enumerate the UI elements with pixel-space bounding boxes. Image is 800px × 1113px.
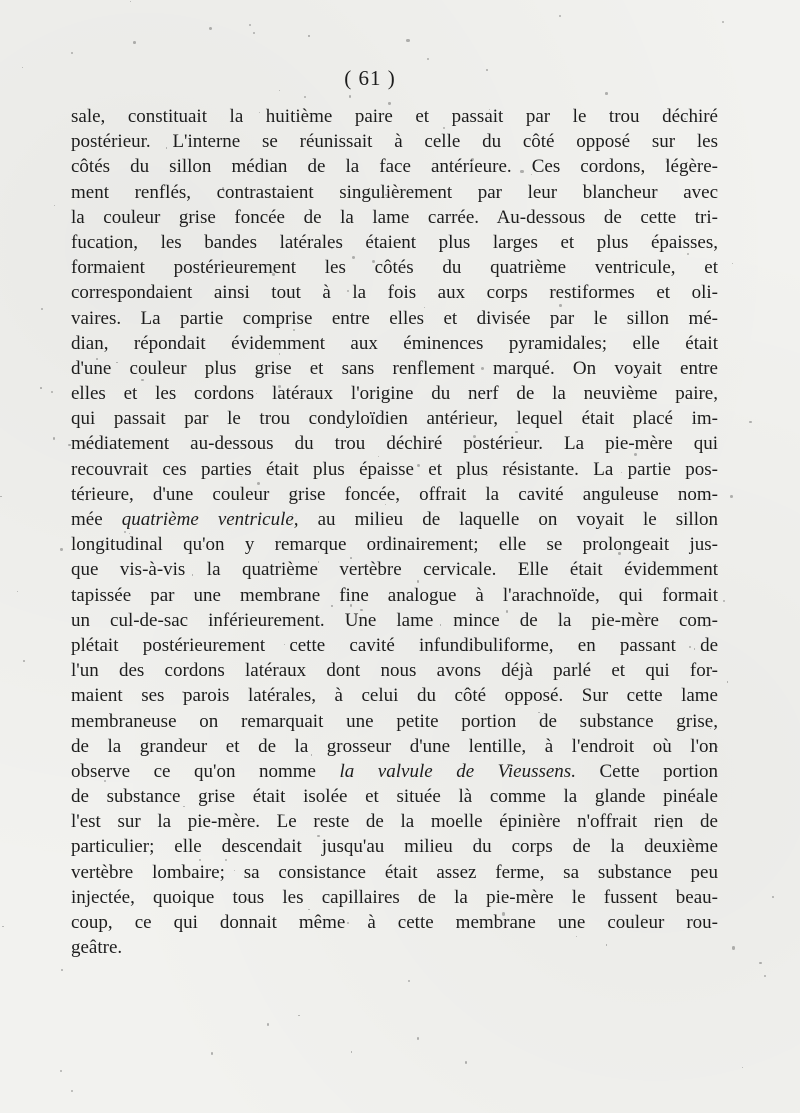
text-line bbox=[71, 230, 718, 255]
paper-speck bbox=[759, 962, 761, 964]
text-line bbox=[71, 608, 718, 633]
paper-speck bbox=[40, 387, 42, 389]
text-segment: coup, ce qui donnait même à cette membrane une couleur rou- bbox=[71, 912, 718, 933]
paper-speck bbox=[772, 896, 774, 898]
paper-speck bbox=[505, 295, 508, 298]
paper-speck bbox=[722, 21, 724, 23]
paper-speck bbox=[515, 431, 517, 433]
body-text bbox=[71, 104, 718, 960]
paper-speck bbox=[71, 52, 73, 54]
text-segment: d'une couleur plus grise et sans renflement marqué. On voyait entre bbox=[71, 357, 718, 379]
paper-speck bbox=[2, 926, 3, 927]
text-line bbox=[71, 331, 718, 356]
paper-speck bbox=[247, 899, 249, 901]
paper-speck bbox=[559, 767, 560, 768]
paper-speck bbox=[465, 1061, 468, 1064]
text-line bbox=[71, 885, 718, 910]
paper-speck bbox=[350, 604, 352, 606]
paper-speck bbox=[257, 482, 260, 485]
paper-speck bbox=[272, 273, 275, 276]
text-line bbox=[71, 532, 718, 557]
text-segment: tapissée par une membrane fine analogue à l'arachnoïde, qui formait bbox=[71, 584, 718, 606]
text-segment: postérieur. L'interne se réunissait à celle du côté opposé sur les bbox=[71, 131, 718, 153]
paper-speck bbox=[502, 912, 505, 915]
paper-speck bbox=[209, 27, 212, 30]
paper-speck bbox=[427, 58, 429, 60]
paper-speck bbox=[520, 170, 523, 173]
text-line bbox=[71, 935, 718, 960]
paper-speck bbox=[742, 1067, 743, 1068]
paper-speck bbox=[393, 773, 395, 775]
paper-speck bbox=[249, 24, 251, 26]
paper-speck bbox=[318, 561, 320, 563]
text-segment: de substance grise était isolée et située là comme la glande pinéale bbox=[71, 786, 718, 808]
text-segment: de la grandeur et de la grosseur d'une lentille, à l'endroit où l'on bbox=[71, 735, 718, 757]
paper-speck bbox=[133, 220, 135, 222]
text-line bbox=[71, 154, 718, 179]
paper-speck bbox=[587, 145, 589, 147]
paper-speck bbox=[253, 32, 256, 35]
paper-speck bbox=[349, 95, 352, 98]
text-segment: recouvrait ces parties était plus épaisse et plus résistante. La partie pos- bbox=[71, 458, 718, 480]
text-line bbox=[71, 280, 718, 305]
paper-speck bbox=[298, 1015, 299, 1016]
paper-speck bbox=[182, 691, 184, 693]
paper-speck bbox=[68, 444, 70, 446]
paper-speck bbox=[53, 437, 56, 440]
text-line bbox=[71, 759, 718, 784]
text-segment: correspondaient ainsi tout à la fois aux corps restiformes et oli- bbox=[71, 282, 718, 304]
paper-speck bbox=[23, 660, 25, 662]
text-line bbox=[71, 180, 718, 205]
paper-speck bbox=[54, 205, 55, 206]
text-line bbox=[71, 734, 718, 759]
text-segment: côtés du sillon médian de la face antérieure. Ces cordons, légère- bbox=[71, 156, 718, 178]
paper-speck bbox=[417, 1037, 419, 1039]
paper-speck bbox=[298, 594, 300, 596]
text-line bbox=[71, 910, 718, 935]
paper-speck bbox=[764, 975, 766, 977]
text-line bbox=[71, 860, 718, 885]
text-segment: vaires. La partie comprise entre elles et divisée par le sillon mé- bbox=[71, 307, 718, 329]
text-segment: sale, constituait la huitième paire et passait par le trou déchiré bbox=[71, 106, 718, 127]
text-segment: un cul-de-sac inférieurement. Une lame mince de la pie-mère com- bbox=[71, 609, 718, 631]
text-line bbox=[71, 306, 718, 331]
paper-speck bbox=[60, 548, 62, 550]
paper-speck bbox=[605, 92, 608, 95]
italic-term: quatrième ventricule, bbox=[121, 509, 299, 530]
paper-speck bbox=[0, 496, 2, 498]
text-segment: l'un des cordons latéraux dont nous avons déjà parlé et qui for- bbox=[71, 660, 718, 682]
text-segment: longitudinal qu'on y remarque ordinairement; elle se prolongeait jus- bbox=[71, 534, 718, 556]
text-line bbox=[71, 255, 718, 280]
text-segment: au milieu de laquelle on voyait le sillon bbox=[298, 509, 718, 530]
text-segment: qui passait par le trou condyloïdien antérieur, lequel était placé im- bbox=[71, 408, 718, 430]
paper-speck bbox=[684, 118, 686, 120]
paper-speck bbox=[486, 475, 488, 477]
paper-speck bbox=[267, 1023, 270, 1026]
paper-speck bbox=[96, 358, 98, 360]
paper-speck bbox=[417, 580, 420, 583]
paper-speck bbox=[732, 263, 733, 264]
paper-speck bbox=[279, 90, 280, 91]
paper-speck bbox=[51, 391, 53, 393]
text-segment: elles et les cordons latéraux l'origine du nerf de la neuvième paire, bbox=[71, 383, 718, 405]
paper-speck bbox=[408, 980, 410, 982]
text-line bbox=[71, 129, 718, 154]
paper-speck bbox=[727, 681, 728, 682]
text-segment: injectée, quoique tous les capillaires de la pie-mère le fussent beau- bbox=[71, 886, 718, 908]
paper-speck bbox=[723, 600, 726, 603]
paper-speck bbox=[61, 969, 63, 971]
paper-speck bbox=[351, 1051, 352, 1052]
paper-speck bbox=[486, 69, 488, 71]
text-line bbox=[71, 482, 718, 507]
text-segment: la couleur grise foncée de la lame carrée. Au-dessous de cette tri- bbox=[71, 206, 718, 228]
text-segment: l'est sur la pie-mère. Le reste de la moelle épinière n'offrait rien de bbox=[71, 811, 718, 833]
paper-speck bbox=[331, 605, 332, 606]
paper-speck bbox=[124, 531, 126, 533]
paper-speck bbox=[17, 591, 18, 592]
paper-speck bbox=[304, 96, 306, 98]
text-segment: Cette portion bbox=[575, 760, 719, 782]
italic-term: la valvule de Vieussens. bbox=[339, 760, 576, 782]
text-line bbox=[71, 834, 718, 859]
text-line bbox=[71, 104, 718, 129]
paper-speck bbox=[211, 1052, 214, 1055]
page-number: ( 61 ) bbox=[344, 66, 396, 90]
paper-speck bbox=[350, 557, 352, 559]
paper-speck bbox=[666, 160, 669, 163]
paper-speck bbox=[732, 946, 735, 949]
text-segment: vertèbre lombaire; sa consistance était assez ferme, sa substance peu bbox=[71, 861, 718, 883]
text-line bbox=[71, 406, 718, 431]
text-line bbox=[71, 583, 718, 608]
paper-speck bbox=[308, 35, 309, 36]
paper-speck bbox=[308, 909, 309, 910]
text-segment: plétait postérieurement cette cavité infundibuliforme, en passant de bbox=[71, 634, 718, 656]
paper-speck bbox=[278, 385, 281, 388]
text-line bbox=[71, 784, 718, 809]
text-line bbox=[71, 809, 718, 834]
paper-speck bbox=[317, 835, 319, 837]
text-segment: geâtre. bbox=[71, 937, 123, 959]
text-segment: dian, répondait évidemment aux éminences pyramidales; elle était bbox=[71, 332, 718, 354]
text-line bbox=[71, 658, 718, 683]
text-segment: que vis-à-vis la quatrième vertèbre cervicale. Elle était évidemment bbox=[71, 559, 718, 581]
text-segment: observe ce qu'on nomme bbox=[71, 760, 340, 782]
text-segment: mée bbox=[71, 509, 122, 530]
text-segment: particulier; elle descendait jusqu'au milieu du corps de la deuxième bbox=[71, 836, 718, 858]
paper-speck bbox=[372, 260, 375, 263]
text-line bbox=[71, 683, 718, 708]
paper-speck bbox=[749, 421, 752, 424]
paper-speck bbox=[41, 308, 43, 310]
text-line bbox=[71, 381, 718, 406]
paper-speck bbox=[621, 472, 622, 473]
paper-speck bbox=[716, 746, 718, 748]
paper-speck bbox=[107, 246, 109, 248]
text-line bbox=[71, 205, 718, 230]
text-segment: médiatement au-dessous du trou déchiré postérieur. La pie-mère qui bbox=[71, 433, 718, 455]
text-segment: térieure, d'une couleur grise foncée, offrait la cavité anguleuse nom- bbox=[71, 483, 718, 505]
paper-speck bbox=[406, 39, 409, 42]
text-line bbox=[71, 633, 718, 658]
text-line bbox=[71, 356, 718, 381]
text-line bbox=[71, 557, 718, 582]
text-segment: ment renflés, contrastaient singulièrement par leur blancheur avec bbox=[71, 181, 718, 203]
paper-speck bbox=[71, 1090, 73, 1092]
paper-speck bbox=[559, 304, 562, 307]
text-line bbox=[71, 507, 718, 532]
paper-speck bbox=[471, 158, 474, 161]
paper-speck bbox=[292, 514, 293, 515]
paper-speck bbox=[130, 1, 131, 2]
paper-speck bbox=[60, 1070, 62, 1072]
text-segment: membraneuse on remarquait une petite portion de substance grise, bbox=[71, 710, 718, 732]
paper-speck bbox=[388, 102, 390, 104]
paper-speck bbox=[99, 873, 101, 875]
paper-speck bbox=[279, 353, 281, 355]
text-segment: fucation, les bandes latérales étaient plus larges et plus épaisses, bbox=[71, 231, 718, 253]
text-segment: maient ses parois latérales, à celui du côté opposé. Sur cette lame bbox=[71, 685, 718, 707]
text-line bbox=[71, 457, 718, 482]
paper-speck bbox=[730, 495, 733, 498]
paper-speck bbox=[559, 15, 561, 17]
text-line bbox=[71, 709, 718, 734]
paper-speck bbox=[618, 552, 621, 555]
paper-speck bbox=[417, 464, 420, 467]
text-segment: formaient postérieurement les côtés du quatrième ventricule, et bbox=[71, 257, 718, 279]
text-line bbox=[71, 431, 718, 456]
paper-speck bbox=[133, 41, 136, 44]
